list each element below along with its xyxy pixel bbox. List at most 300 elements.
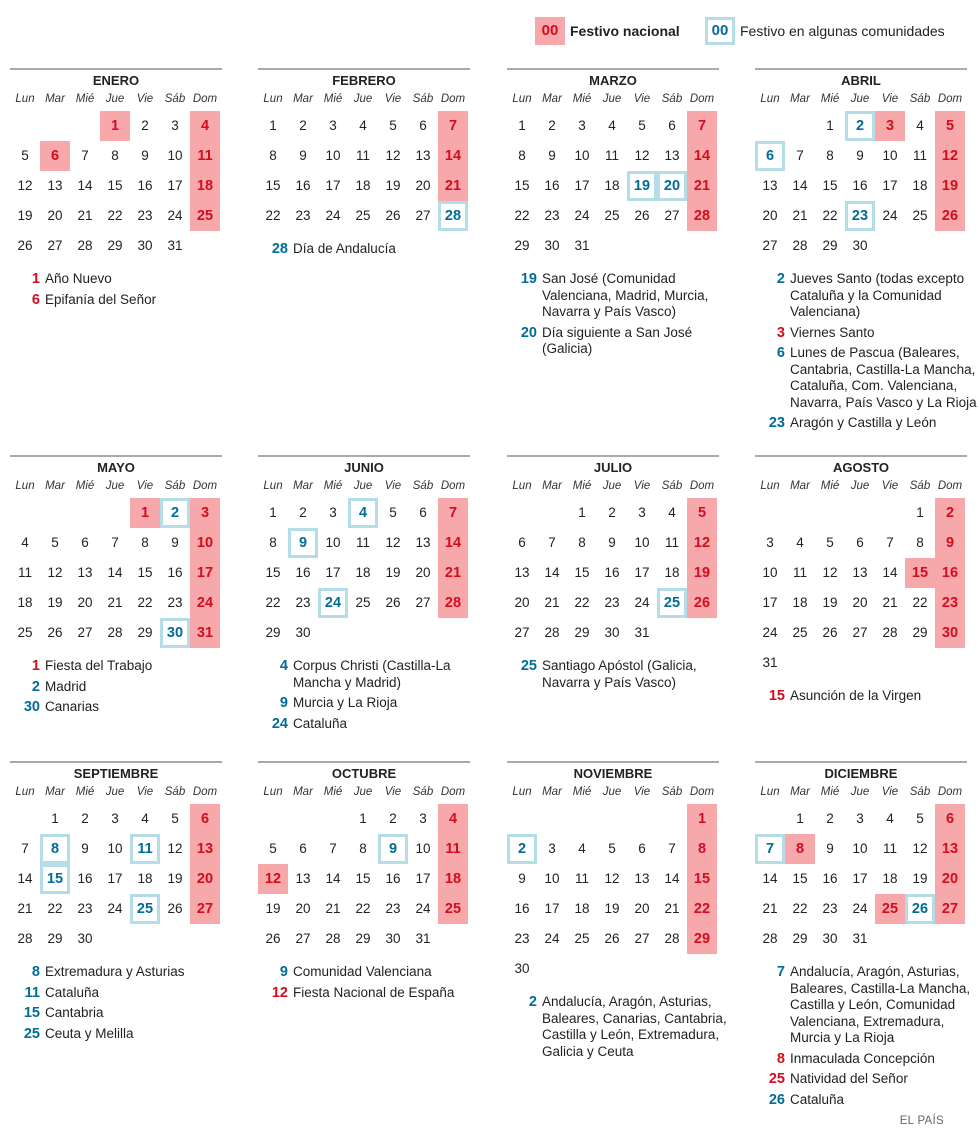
weekday-header [755, 478, 967, 494]
holiday-note [10, 699, 235, 716]
weekday-label: Mar [45, 93, 65, 105]
sunday-cell: 22 [693, 901, 711, 917]
day-cell: 12 [822, 565, 838, 580]
weekday-label: Lun [760, 93, 780, 105]
day-cell: 5 [608, 841, 616, 856]
weekday-header [507, 91, 719, 107]
day-cell: 4 [916, 118, 924, 133]
day-cell: 17 [325, 178, 341, 193]
day-cell: 26 [604, 931, 620, 946]
sunday-cell: 8 [697, 841, 707, 857]
holiday-date: 6 [776, 345, 785, 361]
day-cell: 22 [355, 901, 371, 916]
day-cell: 4 [608, 118, 616, 133]
day-cell: 27 [852, 625, 868, 640]
day-cell: 18 [664, 565, 680, 580]
day-cell: 26 [822, 625, 838, 640]
day-cell: 29 [574, 625, 590, 640]
day-cell: 16 [514, 901, 530, 916]
weekday-label: Vie [881, 786, 899, 798]
day-cell: 13 [664, 148, 680, 163]
month-febrero [258, 68, 470, 262]
day-cell: 19 [167, 871, 183, 886]
day-cell: 22 [792, 901, 808, 916]
day-cell: 8 [359, 841, 367, 856]
sunday-cell: 31 [196, 625, 214, 641]
day-cell: 3 [578, 118, 586, 133]
holiday-description: Epifanía del Señor [45, 291, 157, 307]
day-cell: 26 [265, 931, 281, 946]
day-cell: 30 [137, 238, 153, 253]
weekday-header [258, 478, 470, 494]
holiday-notes [10, 964, 235, 1042]
day-cell: 3 [111, 811, 119, 826]
regional-holiday-cell: 20 [657, 171, 687, 201]
sunday-cell: 25 [444, 901, 462, 917]
day-cell: 1 [269, 118, 277, 133]
weekday-label: Jue [602, 93, 622, 105]
day-cell: 16 [852, 178, 868, 193]
day-cell: 2 [299, 505, 307, 520]
weekday-label: Dom [192, 93, 218, 105]
day-cell: 21 [882, 595, 898, 610]
day-cell: 14 [544, 565, 560, 580]
holiday-date: 4 [279, 658, 288, 674]
day-cell: 6 [856, 535, 864, 550]
day-cell: 30 [544, 238, 560, 253]
day-grid [755, 107, 967, 261]
day-cell: 16 [295, 178, 311, 193]
holiday-date: 8 [776, 1050, 785, 1067]
regional-holiday-cell: 9 [378, 834, 408, 864]
day-grid [10, 800, 222, 954]
day-cell: 18 [882, 871, 898, 886]
day-cell: 7 [111, 535, 119, 550]
day-cell: 7 [21, 841, 29, 856]
day-cell: 5 [389, 118, 397, 133]
holiday-note [10, 1005, 235, 1022]
sunday-cell: 3 [200, 505, 210, 521]
sunday-cell: 5 [697, 505, 707, 521]
weekday-header [10, 91, 222, 107]
day-cell: 15 [792, 871, 808, 886]
holiday-date: 26 [768, 1091, 785, 1108]
holiday-description: Fiesta Nacional de España [293, 984, 455, 1000]
month-julio [507, 455, 719, 695]
sunday-cell: 11 [445, 841, 461, 857]
day-cell: 5 [171, 811, 179, 826]
holiday-note [507, 994, 732, 1060]
sunday-cell: 1 [697, 811, 707, 827]
day-cell: 20 [77, 595, 93, 610]
day-cell: 9 [299, 148, 307, 163]
day-cell: 6 [419, 505, 427, 520]
day-cell: 30 [604, 625, 620, 640]
day-cell: 22 [912, 595, 928, 610]
sunday-cell: 12 [693, 535, 711, 551]
day-cell: 27 [664, 208, 680, 223]
day-grid [10, 107, 222, 261]
day-cell: 31 [415, 931, 431, 946]
day-cell: 11 [664, 535, 679, 550]
day-cell: 13 [77, 565, 93, 580]
day-cell: 13 [415, 535, 431, 550]
month-diciembre [755, 761, 971, 1112]
day-cell: 4 [796, 535, 804, 550]
day-cell: 16 [822, 871, 838, 886]
sunday-cell: 6 [945, 811, 955, 827]
day-cell: 7 [548, 535, 556, 550]
holiday-description: Aragón y Castilla y León [790, 415, 937, 430]
month-title: DICIEMBRE [755, 761, 967, 782]
day-cell: 9 [856, 148, 864, 163]
day-cell: 20 [47, 208, 63, 223]
weekday-label: Mar [790, 480, 810, 492]
month-title: MARZO [507, 68, 719, 89]
day-cell: 1 [826, 118, 834, 133]
day-cell: 15 [107, 178, 123, 193]
day-cell: 4 [668, 505, 676, 520]
day-cell: 17 [325, 565, 341, 580]
day-cell: 29 [822, 238, 838, 253]
day-cell: 17 [852, 871, 868, 886]
sunday-cell: 13 [196, 841, 214, 857]
day-cell: 7 [81, 148, 89, 163]
day-cell: 7 [796, 148, 804, 163]
holiday-note [755, 415, 980, 432]
month-junio [258, 455, 470, 736]
regional-holiday-cell: 25 [657, 588, 687, 618]
day-cell: 19 [604, 901, 620, 916]
day-cell: 30 [514, 961, 530, 976]
weekday-label: Mié [572, 786, 592, 798]
day-cell: 1 [916, 505, 924, 520]
month-title: NOVIEMBRE [507, 761, 719, 782]
weekday-label: Lun [15, 480, 35, 492]
day-cell: 18 [137, 871, 153, 886]
day-cell: 24 [574, 208, 590, 223]
weekday-label: Dom [192, 480, 218, 492]
day-cell: 8 [141, 535, 149, 550]
day-cell: 15 [514, 178, 530, 193]
day-cell: 15 [574, 565, 590, 580]
weekday-label: Dom [689, 480, 715, 492]
holiday-date: 2 [776, 271, 785, 287]
national-holiday-cell: 3 [875, 111, 905, 141]
day-cell: 30 [295, 625, 311, 640]
month-title: OCTUBRE [258, 761, 470, 782]
regional-holiday-cell: 2 [160, 498, 190, 528]
day-cell: 24 [852, 901, 868, 916]
day-cell: 16 [137, 178, 153, 193]
holiday-description: Extremadura y Asturias [45, 964, 185, 979]
day-cell: 20 [762, 208, 778, 223]
weekday-label: Jue [602, 480, 622, 492]
regional-holiday-cell: 30 [160, 618, 190, 648]
holiday-description: Corpus Christi (Castilla-La Mancha y Madrid) [293, 658, 451, 690]
day-cell: 5 [21, 148, 29, 163]
weekday-label: Vie [633, 786, 651, 798]
day-cell: 28 [107, 625, 123, 640]
day-cell: 16 [544, 178, 560, 193]
day-cell: 18 [574, 901, 590, 916]
sunday-cell: 25 [196, 208, 214, 224]
day-cell: 17 [544, 901, 560, 916]
day-cell: 14 [77, 178, 93, 193]
day-cell: 21 [77, 208, 93, 223]
day-cell: 27 [415, 208, 431, 223]
holiday-note [755, 1051, 980, 1068]
weekday-label: Dom [937, 786, 963, 798]
day-cell: 20 [415, 178, 431, 193]
day-cell: 2 [141, 118, 149, 133]
holiday-date: 20 [520, 324, 537, 341]
weekday-label: Vie [881, 480, 899, 492]
day-cell: 10 [544, 871, 560, 886]
holiday-date: 28 [271, 241, 288, 257]
weekday-header [258, 784, 470, 800]
weekday-label: Vie [384, 93, 402, 105]
holiday-note [755, 1092, 980, 1109]
day-cell: 18 [355, 178, 371, 193]
holiday-description: Día de Andalucía [293, 241, 396, 256]
day-cell: 28 [792, 238, 808, 253]
holiday-description: Natividad del Señor [790, 1071, 908, 1086]
holiday-note [258, 985, 483, 1002]
day-cell: 24 [415, 901, 431, 916]
day-cell: 11 [574, 871, 589, 886]
day-cell: 22 [265, 595, 281, 610]
sunday-cell: 9 [945, 535, 955, 551]
sunday-cell: 10 [196, 535, 214, 551]
weekday-label: Jue [850, 93, 870, 105]
holiday-note [10, 679, 235, 696]
holiday-date: 7 [776, 964, 785, 980]
holiday-notes [258, 241, 483, 258]
month-title: ENERO [10, 68, 222, 89]
holiday-notes [507, 271, 732, 358]
sunday-cell: 18 [444, 871, 462, 887]
weekday-label: Lun [263, 480, 283, 492]
day-cell: 25 [17, 625, 33, 640]
holiday-date: 15 [23, 1005, 40, 1021]
day-grid [10, 494, 222, 648]
day-grid [755, 800, 967, 954]
day-cell: 2 [389, 811, 397, 826]
regional-holiday-cell: 23 [845, 201, 875, 231]
holiday-date: 23 [768, 415, 785, 431]
weekday-label: Sáb [412, 786, 434, 798]
month-title: SEPTIEMBRE [10, 761, 222, 782]
holiday-notes [755, 688, 980, 705]
holiday-note [10, 271, 235, 288]
holiday-notes [10, 271, 235, 308]
day-cell: 4 [21, 535, 29, 550]
day-cell: 31 [634, 625, 650, 640]
day-cell: 1 [359, 811, 367, 826]
weekday-label: Mié [572, 480, 592, 492]
month-mayo [10, 455, 222, 720]
day-cell: 16 [295, 565, 311, 580]
weekday-header [10, 478, 222, 494]
day-cell: 28 [664, 931, 680, 946]
day-cell: 6 [299, 841, 307, 856]
weekday-header [10, 784, 222, 800]
sunday-cell: 26 [941, 208, 959, 224]
day-cell: 20 [295, 901, 311, 916]
day-cell: 26 [47, 625, 63, 640]
day-cell: 10 [415, 841, 431, 856]
day-cell: 17 [634, 565, 650, 580]
day-cell: 17 [574, 178, 590, 193]
day-cell: 21 [664, 901, 680, 916]
day-cell: 5 [916, 811, 924, 826]
holiday-date: 3 [776, 324, 785, 341]
sunday-cell: 21 [693, 178, 711, 194]
day-cell: 28 [325, 931, 341, 946]
holiday-date: 25 [768, 1071, 785, 1087]
weekday-label: Vie [384, 786, 402, 798]
day-cell: 9 [826, 841, 834, 856]
weekday-label: Jue [850, 786, 870, 798]
weekday-label: Mié [820, 786, 840, 798]
sunday-cell: 15 [693, 871, 711, 887]
sunday-cell: 14 [693, 148, 711, 164]
day-cell: 15 [822, 178, 838, 193]
day-cell: 31 [574, 238, 590, 253]
day-cell: 26 [385, 595, 401, 610]
day-cell: 27 [634, 931, 650, 946]
day-cell: 21 [544, 595, 560, 610]
day-cell: 8 [518, 148, 526, 163]
day-cell: 23 [544, 208, 560, 223]
month-septiembre [10, 761, 222, 1046]
holiday-note [258, 716, 483, 733]
month-title: JULIO [507, 455, 719, 476]
holiday-description: Día siguiente a San José (Galicia) [542, 324, 693, 356]
weekday-label: Sáb [909, 480, 931, 492]
holiday-description: Comunidad Valenciana [293, 964, 432, 979]
weekday-label: Sáb [164, 480, 186, 492]
weekday-label: Mié [572, 93, 592, 105]
national-holiday-swatch: 00 [535, 17, 565, 45]
weekday-label: Mié [75, 480, 95, 492]
day-cell: 4 [359, 118, 367, 133]
day-grid [507, 800, 719, 984]
day-cell: 1 [518, 118, 526, 133]
day-cell: 27 [762, 238, 778, 253]
regional-holiday-cell: 7 [755, 834, 785, 864]
holiday-date: 6 [31, 291, 40, 308]
holiday-date: 2 [31, 678, 40, 695]
day-cell: 13 [514, 565, 530, 580]
regional-holiday-cell: 19 [627, 171, 657, 201]
day-cell: 28 [762, 931, 778, 946]
day-cell: 11 [17, 565, 32, 580]
weekday-label: Mar [45, 786, 65, 798]
day-cell: 14 [792, 178, 808, 193]
day-cell: 10 [107, 841, 123, 856]
day-cell: 23 [77, 901, 93, 916]
day-cell: 22 [265, 208, 281, 223]
day-cell: 3 [329, 505, 337, 520]
sunday-cell: 4 [448, 811, 458, 827]
day-cell: 3 [171, 118, 179, 133]
month-title: ABRIL [755, 68, 967, 89]
weekday-label: Mar [293, 93, 313, 105]
day-cell: 12 [385, 535, 401, 550]
day-cell: 11 [792, 565, 807, 580]
day-cell: 10 [852, 841, 868, 856]
day-cell: 5 [389, 505, 397, 520]
day-cell: 27 [77, 625, 93, 640]
sunday-cell: 7 [448, 505, 458, 521]
sunday-cell: 20 [941, 871, 959, 887]
day-cell: 28 [77, 238, 93, 253]
holiday-date: 12 [271, 984, 288, 1001]
regional-holiday-cell: 6 [755, 141, 785, 171]
day-cell: 2 [81, 811, 89, 826]
day-cell: 11 [912, 148, 927, 163]
day-cell: 10 [574, 148, 590, 163]
weekday-label: Mié [820, 93, 840, 105]
day-cell: 3 [419, 811, 427, 826]
day-cell: 9 [81, 841, 89, 856]
day-cell: 23 [137, 208, 153, 223]
day-grid [507, 494, 719, 648]
day-cell: 6 [81, 535, 89, 550]
day-cell: 22 [107, 208, 123, 223]
weekday-label: Sáb [661, 93, 683, 105]
day-cell: 13 [295, 871, 311, 886]
day-cell: 16 [77, 871, 93, 886]
day-cell: 4 [886, 811, 894, 826]
day-grid [258, 494, 470, 648]
day-cell: 13 [634, 871, 650, 886]
day-cell: 29 [47, 931, 63, 946]
holiday-description: Murcia y La Rioja [293, 695, 398, 710]
national-holiday-cell: 12 [258, 864, 288, 894]
day-cell: 18 [355, 565, 371, 580]
day-cell: 23 [295, 208, 311, 223]
day-grid [258, 107, 470, 231]
weekday-label: Sáb [412, 93, 434, 105]
day-cell: 21 [325, 901, 341, 916]
sunday-cell: 6 [200, 811, 210, 827]
day-cell: 11 [604, 148, 619, 163]
day-cell: 10 [634, 535, 650, 550]
holiday-note [258, 964, 483, 981]
weekday-label: Mar [790, 93, 810, 105]
weekday-label: Sáb [909, 786, 931, 798]
weekday-header [507, 784, 719, 800]
day-cell: 21 [792, 208, 808, 223]
weekday-label: Vie [881, 93, 899, 105]
holiday-date: 19 [520, 271, 537, 287]
holiday-note [10, 292, 235, 309]
day-cell: 29 [912, 625, 928, 640]
day-cell: 21 [107, 595, 123, 610]
day-cell: 6 [419, 118, 427, 133]
day-cell: 19 [912, 871, 928, 886]
weekday-label: Mar [45, 480, 65, 492]
national-holiday-cell: 1 [130, 498, 160, 528]
regional-holiday-cell: 4 [348, 498, 378, 528]
day-cell: 24 [544, 931, 560, 946]
holiday-description: Viernes Santo [790, 324, 875, 340]
day-cell: 25 [792, 625, 808, 640]
day-cell: 30 [852, 238, 868, 253]
